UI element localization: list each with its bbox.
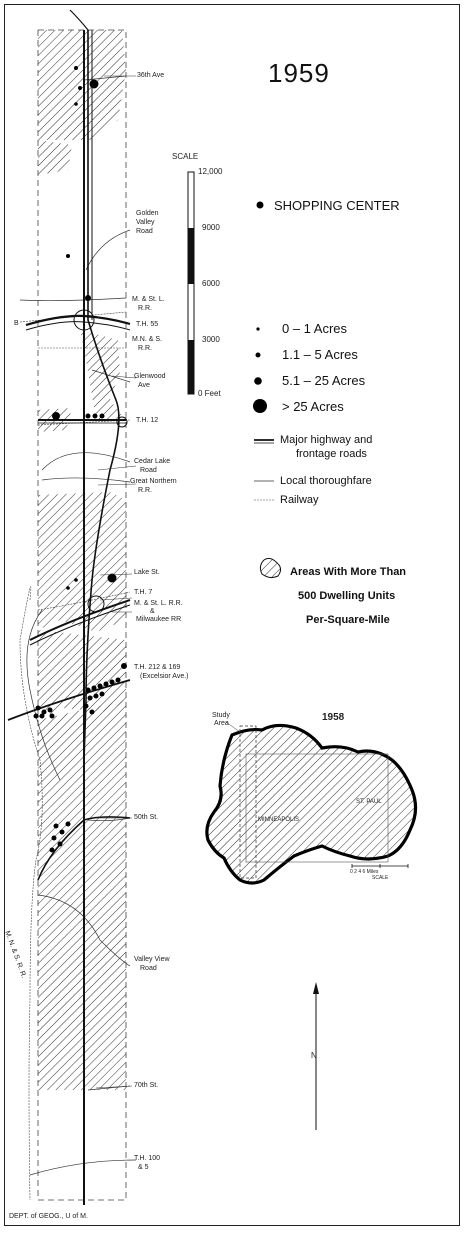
label-lake-st: Lake St.: [134, 569, 160, 576]
inset-st-paul: ST. PAUL: [356, 799, 382, 805]
legend-major-highway-2: frontage roads: [296, 448, 367, 460]
legend-major-highway-1: Major highway and: [280, 434, 373, 446]
scale-title: SCALE: [172, 152, 199, 161]
label-cedar-lake-2: Road: [140, 467, 157, 474]
label-golden-valley-2: Valley: [136, 219, 155, 226]
map-year-title: 1959: [268, 58, 330, 88]
label-70th-st: 70th St.: [134, 1082, 159, 1089]
credit-line: DEPT. of GEOG., U of M.: [9, 1213, 88, 1220]
scale-bar: [188, 172, 194, 394]
label-mns-rr-1: M.N. & S.: [132, 336, 162, 343]
label-great-northern-1: Great Northern: [130, 478, 177, 485]
label-valley-view-2: Road: [140, 965, 157, 972]
legend-local-thoroughfare: Local thoroughfare: [280, 475, 372, 487]
scale-tick-12000: 12,000: [198, 167, 223, 176]
legend-dense-3: Per-Square-Mile: [306, 614, 390, 626]
inset-map: [207, 722, 416, 883]
label-36th-ave: 36th Ave: [137, 72, 165, 79]
label-mstl-rr-1: M. & St. L.: [132, 296, 165, 303]
inset-study-area-1: Study: [212, 712, 230, 719]
legend-symbols: [253, 202, 281, 578]
legend-shopping-center: SHOPPING CENTER: [274, 198, 400, 213]
label-b: B: [14, 320, 19, 327]
label-th55: T.H. 55: [136, 321, 159, 328]
label-cedar-lake-1: Cedar Lake: [134, 458, 171, 465]
label-milwaukee-3: Milwaukee RR: [136, 616, 182, 623]
legend-dense-1: Areas With More Than: [290, 566, 407, 578]
scale-tick-3000: 3000: [202, 335, 220, 344]
label-golden-valley-3: Road: [136, 228, 153, 235]
label-mns-rr-2: R.R.: [138, 345, 152, 352]
north-label: N: [311, 1051, 317, 1060]
inset-minneapolis: MINNEAPOLIS: [258, 817, 300, 823]
legend-size-5-25: 5.1 – 25 Acres: [282, 373, 366, 388]
label-great-northern-2: R.R.: [138, 487, 152, 494]
inset-study-area-2: Area: [214, 720, 229, 727]
scale-tick-0: 0 Feet: [198, 389, 221, 398]
legend-dense-2: 500 Dwelling Units: [298, 590, 396, 602]
label-milwaukee-2: &: [150, 608, 155, 615]
inset-scale-numbers: 0 2 4 6 Miles: [350, 869, 379, 875]
label-golden-valley-1: Golden: [136, 210, 159, 217]
label-milwaukee-1: M. & St. L. R.R.: [134, 600, 183, 607]
scale-tick-9000: 9000: [202, 223, 220, 232]
label-th100-1: T.H. 100: [134, 1155, 161, 1162]
label-valley-view-1: Valley View: [134, 956, 170, 963]
legend-size-0-1: 0 – 1 Acres: [282, 321, 348, 336]
label-th12: T.H. 12: [136, 417, 159, 424]
label-th100-2: & 5: [138, 1164, 149, 1171]
legend-size-25: > 25 Acres: [282, 399, 344, 414]
inset-scale-word: SCALE: [372, 875, 389, 881]
label-glenwood-1: Glenwood: [134, 373, 166, 380]
label-glenwood-2: Ave: [138, 382, 150, 389]
legend-railway: Railway: [280, 494, 319, 506]
label-mns-side: M. N. & S. R. R.: [3, 930, 28, 980]
label-50th-st: 50th St.: [134, 814, 159, 821]
label-th7: T.H. 7: [134, 589, 153, 596]
label-mstl-rr-2: R.R.: [138, 305, 152, 312]
dense-residential-areas: [38, 30, 126, 1090]
legend-size-1-5: 1.1 – 5 Acres: [282, 347, 358, 362]
label-excelsior: (Excelsior Ave.): [140, 673, 189, 680]
label-th212: T.H. 212 & 169: [134, 664, 181, 671]
scale-tick-6000: 6000: [202, 279, 220, 288]
inset-year: 1958: [322, 712, 345, 723]
